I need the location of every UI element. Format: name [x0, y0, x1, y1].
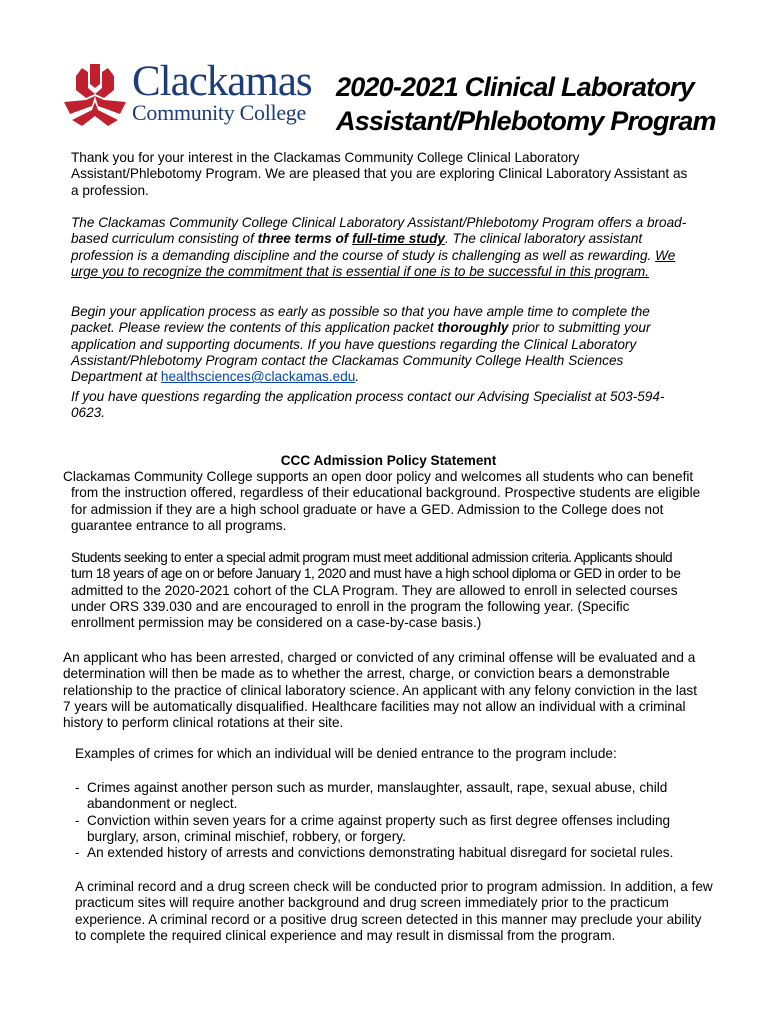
background-check-paragraph: A criminal record and a drug screen check will be conducted prior to program admission. In addition, a few practicum sites will require another background and drug screen immediately prior to the practicum experience. A criminal record or a positive drug screen detected in this manner may preclude your ability to complete the required clinical experience and may result in dismissal from the program.: [75, 879, 713, 943]
logo-subtitle: Community College: [132, 100, 306, 125]
intro-paragraph-3: [71, 304, 686, 385]
crime-examples-intro: Examples of crimes for which an individual will be denied entrance to the program include:: [75, 746, 617, 761]
policy-paragraph-2: [71, 550, 696, 631]
crime-item-text: An extended history of arrests and convictions demonstrating habitual disregard for societal rules.: [87, 845, 674, 861]
ccc-triskelion-logo-icon: [62, 62, 128, 128]
intro-paragraph-4: If you have questions regarding the application process contact our Advising Specialist at 503-594-0623.: [71, 389, 665, 421]
p3-bold-thoroughly: thoroughly: [437, 320, 509, 336]
health-sciences-email-link[interactable]: healthsciences@clackamas.edu: [160, 369, 356, 385]
p5-rest: from the instruction offered, regardless of their educational background. Prospective students are eligible for admission if they are a high school graduate or have a GED. Admission to the College does not guarantee entrance to all programs.: [71, 485, 701, 533]
list-item: [75, 845, 710, 861]
admission-policy-heading: CCC Admission Policy Statement: [280, 453, 497, 468]
p6-text-b: to be admitted to the 2020-2021 cohort of the CLA Program. They are allowed to enroll in selected courses under ORS 339.030 and are encouraged to enroll in the program the following year. (Specific enrollment permission may be considered on a case-by-case basis.): [71, 566, 681, 631]
dash-bullet: -: [75, 812, 80, 828]
college-logo: [62, 58, 324, 130]
list-item: [75, 780, 710, 813]
crime-item-text: Crimes against another person such as murder, manslaughter, assault, rape, sexual abuse, child abandonment or neglect.: [87, 780, 668, 812]
p2-text-d: . The clinical laboratory assistant profession is a demanding discipline and the course of study is challenging as well as rewarding.: [71, 231, 656, 263]
crime-item-text: Conviction within seven years for a crime against property such as first degree offenses including burglary, arson, criminal mischief, robbery, or forgery.: [87, 812, 671, 844]
p2-bold-terms: three terms of: [257, 231, 353, 247]
logo-name: Clackamas: [132, 58, 312, 105]
title-line-2: Assistant/Phlebotomy Program: [336, 106, 716, 136]
p2-text-a: The Clackamas Community College Clinical Laboratory Assistant/Phlebotomy Program offers a broad-based curriculum consisting of: [71, 215, 687, 247]
p6-text-a: Students seeking to enter a special admit program must meet additional admission criteria. Applicants should turn 18 years of age on or before January 1, 2020 and must have a high school diploma or GED in order: [71, 550, 673, 582]
p3-text-d: .: [355, 369, 360, 385]
policy-paragraph-1: [63, 469, 703, 534]
title-line-1: 2020-2021 Clinical Laboratory: [336, 72, 694, 102]
p2-underlined-commitment: We urge you to recognize the commitment that is essential if one is to be successful in this program.: [71, 247, 676, 279]
intro-paragraph-1: Thank you for your interest in the Clackamas Community College Clinical Laboratory Assistant/Phlebotomy Program. We are pleased that you are exploring Clinical Laboratory Assistant as a profession.: [71, 150, 688, 198]
p3-text-c: prior to submitting your application and supporting documents. If you have questions regarding the Clinical Laboratory Assistant/Phlebotomy Program contact the Clackamas Community College Health Sciences Department at: [71, 320, 651, 385]
document-title: [336, 70, 716, 138]
list-item: [75, 813, 710, 846]
p5-first-line: Clackamas Community College supports an open door policy and welcomes all students who can benefit: [63, 469, 694, 484]
dash-bullet: -: [75, 845, 80, 861]
p2-bold-fulltime: full-time study: [352, 231, 445, 247]
intro-paragraph-2: [71, 215, 696, 280]
criminal-offense-paragraph: An applicant who has been arrested, charged or convicted of any criminal offense will be evaluated and a determination will then be made as to whether the arrest, charge, or conviction bears a demonstrable relationship to the practice of clinical laboratory science. An applicant with any felony conviction in the last 7 years will be automatically disqualified. Healthcare facilities may not allow an individual with a criminal history to perform clinical rotations at their site.: [63, 650, 697, 731]
dash-bullet: -: [75, 780, 80, 795]
crime-examples-list: [75, 780, 710, 861]
p3-text-a: Begin your application process as early as possible so that you have ample time to complete the packet. Please review the contents of this application packet: [71, 304, 650, 336]
